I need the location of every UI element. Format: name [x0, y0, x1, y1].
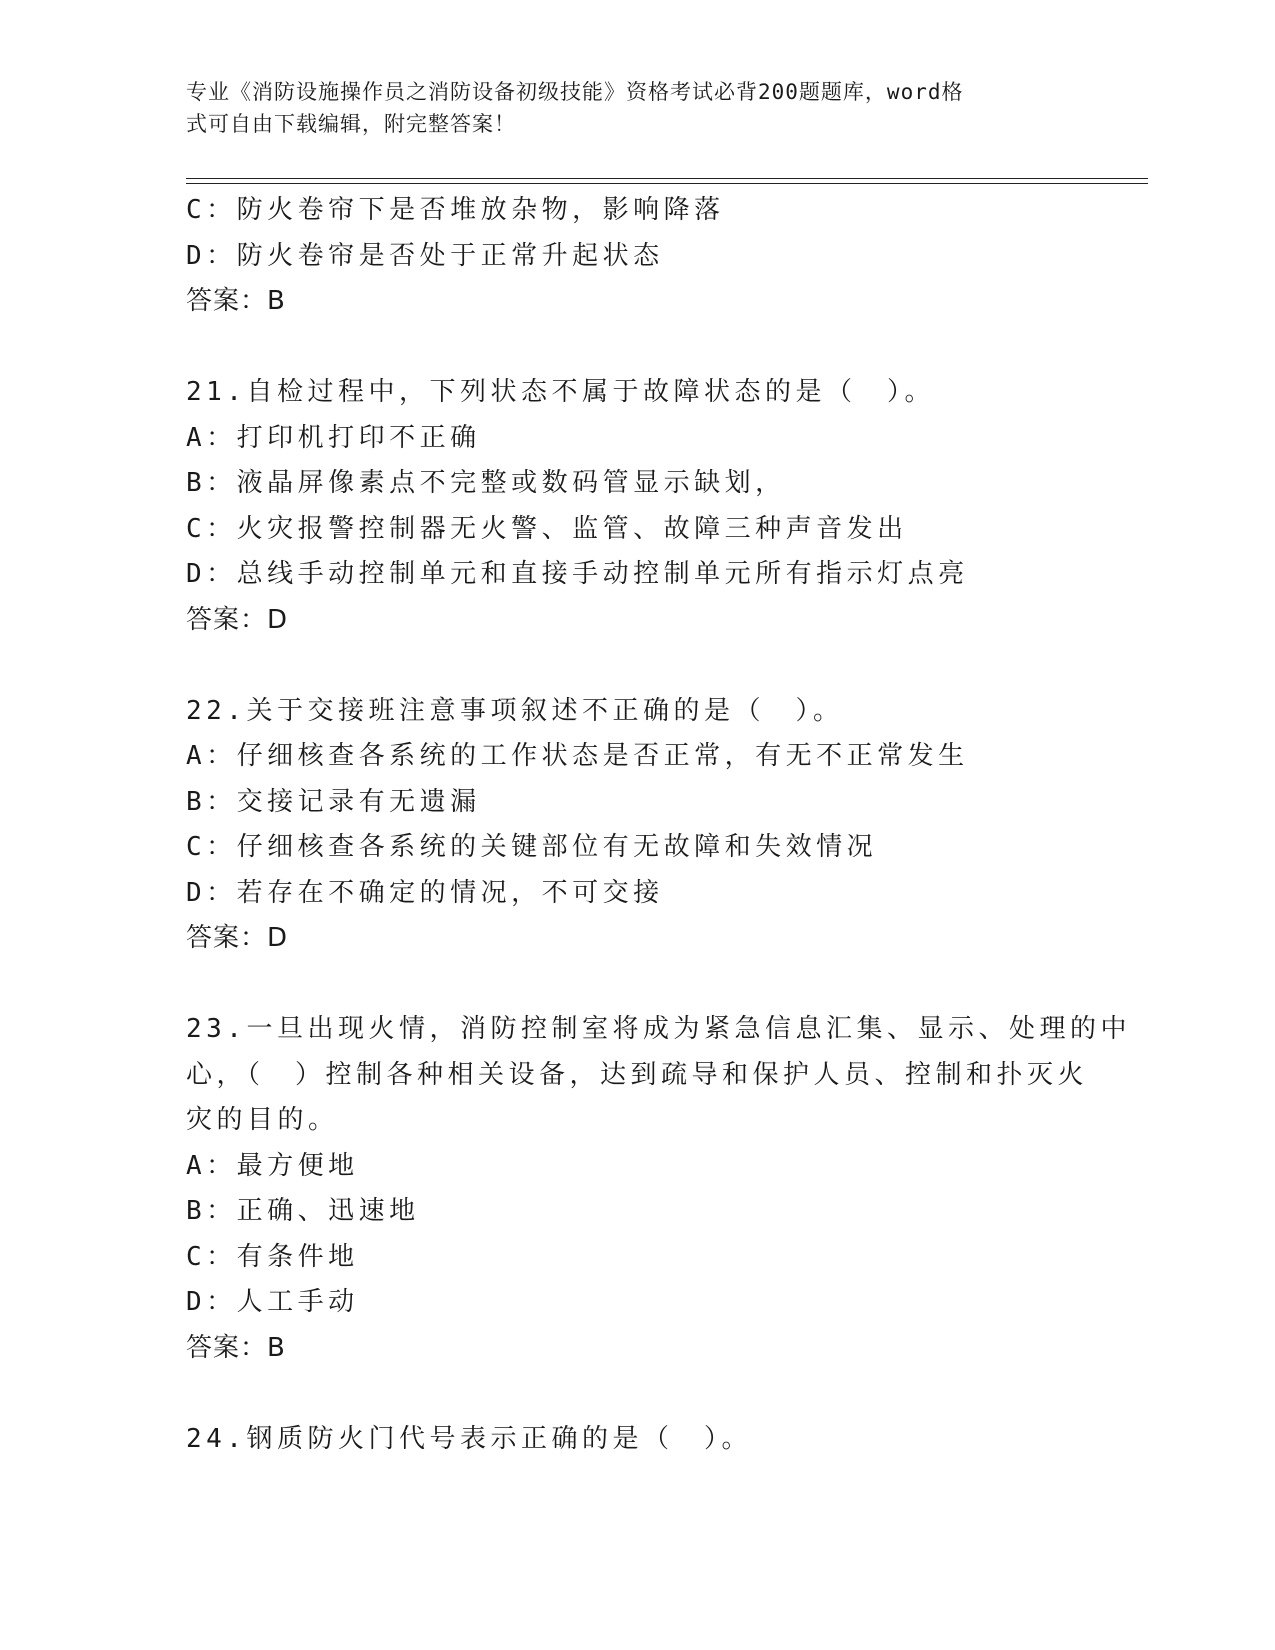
option-b: B：正确、迅速地 — [186, 1196, 420, 1226]
option-b: B：液晶屏像素点不完整或数码管显示缺划， — [186, 468, 786, 498]
spacer — [186, 962, 1086, 1008]
option-c: C：有条件地 — [186, 1241, 359, 1272]
option-b: B：交接记录有无遗漏 — [186, 786, 481, 817]
option-a: A：打印机打印不正确 — [186, 422, 481, 453]
question-23 — [186, 1007, 1131, 1371]
option-d: D：总线手动控制单元和直接手动控制单元所有指示灯点亮 — [186, 559, 969, 589]
question-21 — [186, 370, 1086, 643]
answer-line: 答案：D — [186, 604, 289, 635]
header-line-2: 式可自由下载编辑，附完整答案！ — [186, 112, 516, 136]
question-22 — [186, 689, 1086, 962]
question-stem-line-1: 23.一旦出现火情，消防控制室将成为紧急信息汇集、显示、处理的中 — [186, 1014, 1131, 1044]
question-stem-line-3: 灾的目的。 — [186, 1105, 339, 1135]
question-24 — [186, 1417, 1086, 1463]
option-a: A：最方便地 — [186, 1150, 359, 1181]
document-header — [186, 76, 1066, 140]
answer-line: 答案：B — [186, 286, 286, 316]
spacer — [186, 325, 1086, 371]
answer-line: 答案：B — [186, 1332, 286, 1363]
header-divider-top — [186, 178, 1148, 179]
option-d: D：人工手动 — [186, 1287, 359, 1317]
question-20-tail — [186, 188, 1086, 325]
question-stem: 24.钢质防火门代号表示正确的是（ ）。 — [186, 1423, 752, 1454]
option-c: C：仔细核查各系统的关键部位有无故障和失效情况 — [186, 832, 878, 862]
option-a: A：仔细核查各系统的工作状态是否正常，有无不正常发生 — [186, 741, 969, 771]
option-c: C：火灾报警控制器无火警、监管、故障三种声音发出 — [186, 513, 908, 544]
option-d: D：防火卷帘是否处于正常升起状态 — [186, 240, 664, 271]
option-c: C：防火卷帘下是否堆放杂物，影响降落 — [186, 195, 725, 225]
question-list — [186, 188, 1131, 1462]
question-stem: 21.自检过程中，下列状态不属于故障状态的是（ ）。 — [186, 377, 935, 407]
header-divider-bottom — [186, 183, 1148, 184]
spacer — [186, 643, 1086, 689]
question-stem: 22.关于交接班注意事项叙述不正确的是（ ）。 — [186, 695, 844, 726]
spacer — [186, 1371, 1086, 1417]
answer-line: 答案：D — [186, 923, 289, 953]
option-d: D：若存在不确定的情况，不可交接 — [186, 877, 664, 908]
header-line-1: 专业《消防设施操作员之消防设备初级技能》资格考试必背200题题库，word格 — [186, 80, 964, 104]
question-stem-line-2: 心，（ ）控制各种相关设备，达到疏导和保护人员、控制和扑灭火 — [186, 1059, 1089, 1090]
